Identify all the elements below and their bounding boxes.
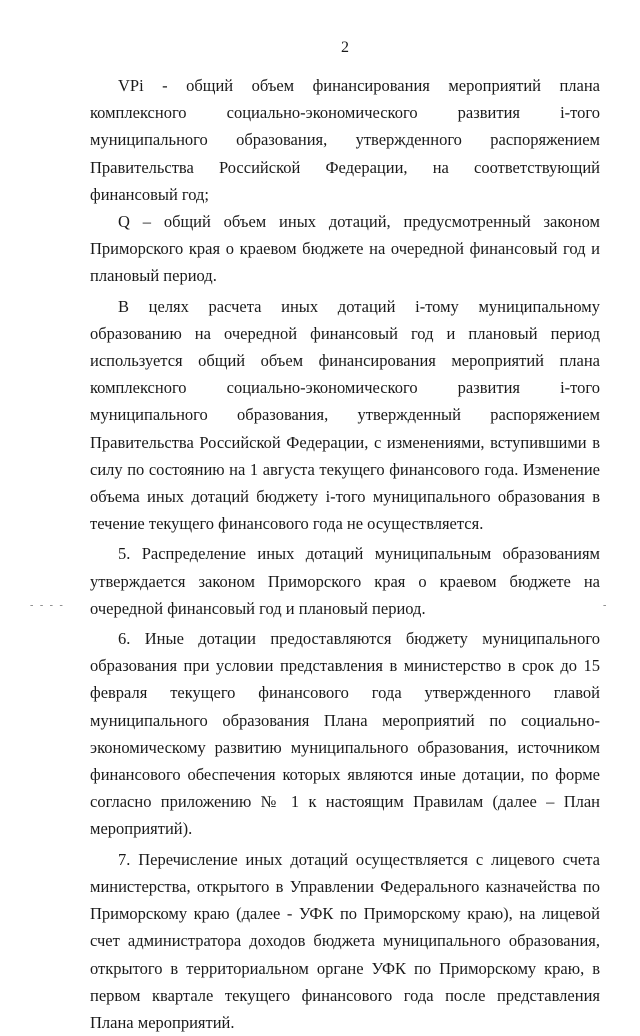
page-number: 2 <box>341 39 349 56</box>
document-page <box>90 38 600 1036</box>
paragraph-item-7: 7. Перечисление иных дотаций осуществляется с лицевого счета министерства, открытого в Управлении Федерального казначейства по Приморскому краю (далее - УФК по Приморскому краю), на лицевой счет администратора доходов бюджета муниципального образования, открытого в территориальном органе УФК по Приморскому краю, в первом квартале текущего финансового года после представления Плана мероприятий. <box>90 849 600 1032</box>
paragraph-vpi-definition: VPi - общий объем финансирования мероприятий плана комплексного социально-экономического развития i-того муниципального образования, утвержденного распоряжением Правительства Российской Федерации, на соответствующий финансовый год; <box>90 76 600 204</box>
paragraph-item-6: 6. Иные дотации предоставляются бюджету муниципального образования при условии представления в министерство в срок до 15 февраля текущего финансового года утвержденного главой муниципального образования Плана мероприятий по социально-экономическому развитию муниципального образования, источником финансового обеспечения которых являются иные дотации, по форме согласно приложению № 1 к настоящим Правилам (далее – План мероприятий). <box>90 629 600 839</box>
paragraph-q-definition: Q – общий объем иных дотаций, предусмотренный законом Приморского края о краевом бюджете на очередной финансовый год и плановый период. <box>90 212 600 286</box>
paragraph-calculation-basis: В целях расчета иных дотаций i-тому муниципальному образованию на очередной финансовый год и плановый период используется общий объем финансирования мероприятий плана комплексного социально-экономического развития i-того муниципального образования, утвержденный распоряжением Правительства Российской Федерации, с изменениями, вступившими в силу по состоянию на 1 августа текущего финансового года. Изменение объема иных дотаций бюджету i-того муниципального образования в течение текущего финансового года не осуществляется. <box>90 296 600 534</box>
scan-margin-mark-left: - - - - <box>30 600 65 611</box>
scan-margin-mark-right: - <box>603 600 609 611</box>
paragraph-item-5: 5. Распределение иных дотаций муниципальным образованиям утверждается законом Приморского края о краевом бюджете на очередной финансовый год и плановый период. <box>90 544 600 618</box>
